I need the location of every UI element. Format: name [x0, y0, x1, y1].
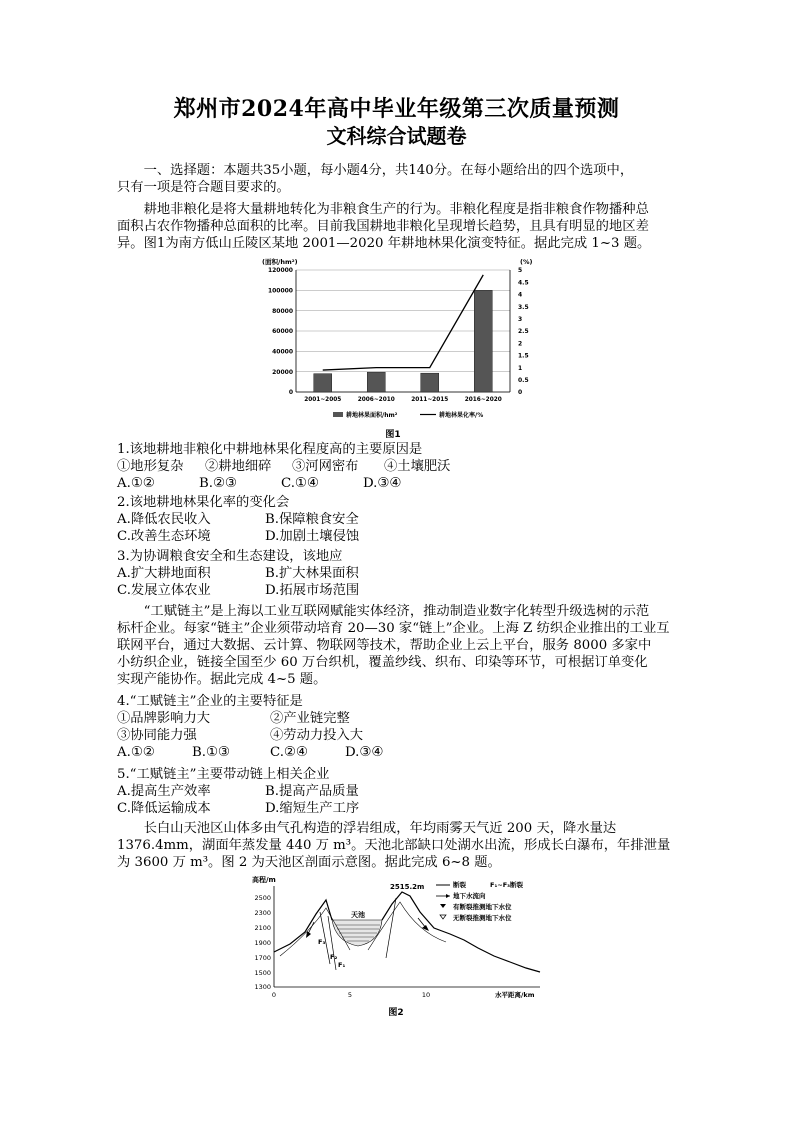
x-tick: 0: [271, 991, 277, 999]
option-c: C.降低运输成本: [117, 801, 211, 816]
item: ①品牌影响力大: [117, 711, 211, 726]
item: ①地形复杂: [117, 459, 184, 474]
legend-item: 无断裂推测地下水位: [453, 914, 512, 922]
answer-options: [117, 744, 677, 761]
figure-2-diagram: [250, 872, 550, 1004]
instructions: [117, 162, 677, 196]
y2-tick-label: 0.5: [518, 377, 529, 384]
passage-2: [117, 603, 677, 688]
y-tick: 1500: [254, 969, 271, 977]
exam-subtitle: 文科综合试题卷: [326, 124, 467, 148]
x-tick: 5: [347, 991, 353, 999]
question-2: [117, 494, 677, 545]
question-stem: 5.“工赋链主”主要带动链上相关企业: [117, 767, 330, 782]
fault-label-f1: F₁: [338, 961, 346, 969]
option-d: D.③④: [345, 745, 384, 760]
legend-water-table-fault-swatch: [440, 904, 446, 908]
option-c: C.②④: [270, 745, 308, 760]
option-c: C.①④: [281, 476, 319, 491]
passage-line: 小纺织企业，链接全国至少 60 万台织机，覆盖纱线、织布、印染等环节，可根据订单变化: [117, 655, 648, 670]
passage-line: “工赋链主”是上海以工业互联网赋能实体经济，推动制造业数字化转型升级选树的示范: [143, 604, 650, 619]
passage-line: 实现产能协作。据此完成 4~5 题。: [117, 672, 327, 687]
legend-item: 断裂: [453, 881, 466, 889]
y-tick: 2300: [254, 909, 271, 917]
passage-3: [117, 820, 677, 871]
option-a: A.扩大耕地面积: [117, 566, 211, 581]
item: ②产业链完整: [270, 711, 350, 726]
bar: [367, 372, 385, 392]
legend-line-label: 耕地林果化率/%: [439, 412, 484, 419]
item: ④劳动力投入大: [270, 728, 364, 743]
option-d: D.加剧土壤侵蚀: [265, 529, 360, 544]
x-tick-label: 2006~2010: [357, 397, 395, 403]
question-5: [117, 766, 677, 817]
y-tick-label: 80000: [272, 307, 293, 315]
y-tick-label: 0: [288, 389, 293, 397]
legend-item: 有断裂推测地下水位: [453, 903, 512, 911]
option-c: C.改善生态环境: [117, 529, 211, 544]
legend-flow-arrowhead: [446, 894, 450, 898]
x-tick: 10: [421, 991, 431, 999]
x-tick-label: 2016~2020: [464, 397, 502, 403]
option-d: D.③④: [363, 476, 402, 491]
item: ③河网密布: [292, 459, 359, 474]
option-d: D.缩短生产工序: [265, 801, 360, 816]
item: ④土壤肥沃: [384, 459, 451, 474]
option-a: A.①②: [117, 745, 155, 760]
passage-line: 面积占农作物播种总面积的比率。目前我国耕地非粮化呈现增长趋势，且具有明显的地区差: [117, 219, 649, 234]
line-series: [323, 275, 484, 370]
legend-item: F₁~F₃断裂: [490, 881, 524, 889]
option-b: B.扩大林果面积: [265, 566, 359, 581]
question-1: [117, 441, 677, 492]
passage-line: 异。图1为南方低山丘陵区某地 2001—2020 年耕地林果化演变特征。据此完成 1~3 题。: [117, 236, 651, 251]
y2-tick-label: 4: [518, 291, 523, 299]
bar: [474, 290, 492, 392]
passage-line: 标杆企业。每家“链主”企业须带动培育 20—30 家“链上”企业。上海 Z 纺织企业推出的工业互: [117, 621, 670, 636]
y2-tick-label: 3: [518, 316, 523, 323]
left-axis-label: (面积/hm²): [262, 258, 298, 266]
y-tick: 1300: [254, 983, 271, 991]
y-tick: 2100: [254, 924, 271, 932]
question-stem: 1.该地耕地非粮化中耕地林果化程度高的主要原因是: [117, 442, 423, 457]
y2-tick-label: 1.5: [518, 352, 529, 360]
answer-options: [117, 511, 677, 528]
option-a: A.降低农民收入: [117, 512, 211, 527]
question-stem: 2.该地耕地林果化率的变化会: [117, 495, 290, 510]
y2-tick-label: 4.5: [518, 279, 529, 287]
bar: [421, 373, 439, 392]
legend-bar-swatch: [333, 412, 343, 417]
question-stem: 3.为协调粮食安全和生态建设，该地应: [117, 549, 343, 564]
passage-line: 联网平台，通过大数据、云计算、物联网等技术，帮助企业上云上平台，服务 8000 多家中: [117, 638, 652, 653]
question-stem: 4.“工赋链主”企业的主要特征是: [117, 694, 303, 709]
right-axis-ticks: [518, 267, 529, 396]
fault-label-f2: F₂: [330, 953, 338, 961]
y2-tick-label: 1: [518, 364, 523, 372]
y2-tick-label: 5: [518, 267, 523, 275]
exam-title: 郑州市2024年高中毕业年级第三次质量预测: [173, 96, 620, 122]
option-a: A.提高生产效率: [117, 784, 211, 799]
x-axis-label: 水平距离/km: [495, 991, 535, 999]
answer-options: [117, 783, 677, 800]
y2-tick-label: 2: [518, 340, 523, 348]
question-4: [117, 693, 677, 761]
option-b: B.保障粮食安全: [265, 512, 359, 527]
y-tick: 1900: [254, 939, 271, 947]
question-items: [117, 458, 677, 475]
passage-line: 为 3600 万 m³。图 2 为天池区剖面示意图。据此完成 6~8 题。: [117, 855, 501, 870]
figure-1-chart: [258, 256, 548, 426]
option-d: D.拓展市场范围: [265, 583, 360, 598]
question-items: [117, 727, 677, 744]
legend-item: 地下水流向: [453, 892, 486, 900]
y-axis-label: 高程/m: [252, 876, 276, 884]
y2-tick-label: 0: [518, 389, 523, 397]
option-a: A.①②: [117, 476, 155, 491]
passage-line: 1376.4mm，湖面年蒸发量 440 万 m³。天池北部缺口处湖水出流，形成长白瀑布，年排泄量: [117, 838, 671, 853]
answer-options: [117, 800, 677, 817]
answer-options: [117, 528, 677, 545]
x-tick-label: 2011~2015: [411, 397, 449, 403]
item: ②耕地细碎: [205, 459, 272, 474]
figure-2-caption: 图2: [388, 1008, 404, 1018]
y-tick: 2500: [254, 894, 271, 902]
figure-2-legend: [436, 880, 524, 922]
option-b: B.②③: [199, 476, 237, 491]
left-axis-ticks: [268, 267, 293, 396]
y-tick-label: 20000: [272, 368, 293, 376]
y2-tick-label: 2.5: [518, 328, 529, 336]
question-3: [117, 548, 677, 599]
option-c: C.发展立体农业: [117, 583, 211, 598]
question-items: [117, 710, 677, 727]
y-tick-label: 40000: [272, 348, 293, 356]
flow-arrow: [308, 922, 314, 934]
legend-water-table-swatch: [440, 915, 446, 919]
chart-legend: [333, 411, 483, 419]
right-axis-label: (%): [520, 258, 533, 266]
y-tick: 1700: [254, 954, 271, 962]
peak-label: 2515.2m: [390, 883, 425, 891]
passage-line: 长白山天池区山体多由气孔构造的浮岩组成，年均雨雾天气近 200 天，降水量达: [143, 821, 617, 836]
answer-options: [117, 582, 677, 599]
y-tick-label: 60000: [272, 328, 293, 336]
bar: [314, 374, 332, 392]
rate-line: [323, 275, 484, 370]
passage-line: 耕地非粮化是将大量耕地转化为非粮食生产的行为。非粮化程度是指非粮食作物播种总: [143, 202, 649, 217]
figure-1-caption: 图1: [385, 430, 401, 440]
fault-line: [386, 898, 396, 958]
instructions-line: 只有一项是符合题目要求的。: [117, 180, 290, 195]
instructions-line: 一、选择题：本题共35小题，每小题4分，共140分。在每小题给出的四个选项中，: [143, 163, 634, 178]
passage-1: [117, 201, 677, 252]
answer-options: [117, 565, 677, 582]
flow-arrowhead: [422, 925, 429, 931]
option-b: B.①③: [192, 745, 230, 760]
lake-label: 天池: [351, 911, 365, 919]
y-tick-label: 100000: [267, 287, 293, 295]
x-tick-label: 2001~2005: [304, 397, 342, 403]
option-b: B.提高产品质量: [265, 784, 359, 799]
item: ③协同能力强: [117, 728, 197, 743]
y-tick-label: 120000: [267, 267, 293, 275]
y2-tick-label: 3.5: [518, 303, 529, 311]
fault-label-f3: F₃: [318, 938, 326, 946]
x-axis-ticks: [304, 397, 502, 403]
legend-bar-label: 耕地林果面积/hm²: [346, 412, 398, 419]
answer-options: [117, 475, 677, 492]
